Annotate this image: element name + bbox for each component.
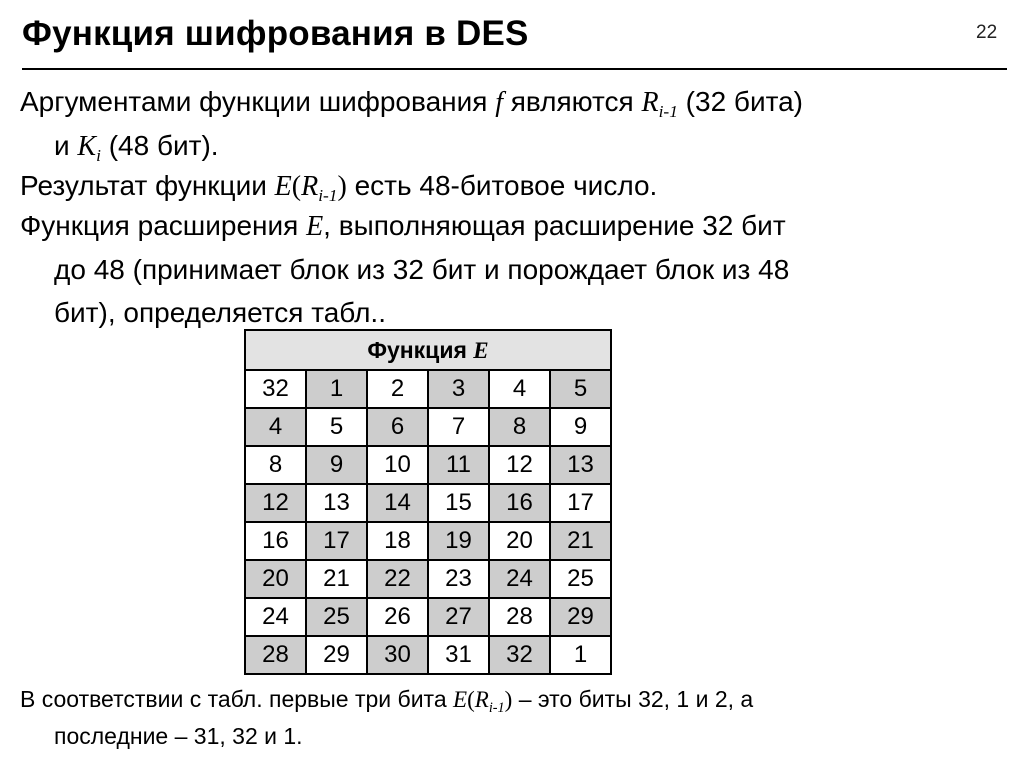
var-f: f — [495, 87, 503, 118]
var-k-subscript: i — [96, 146, 101, 166]
paren-open: ( — [467, 687, 475, 712]
para2-text-b: есть 48-битовое число. — [346, 170, 658, 201]
table-header-text: Функция — [367, 336, 474, 363]
expansion-table — [244, 329, 612, 675]
table-cell: 12 — [245, 484, 306, 522]
paragraph-expansion — [20, 204, 1010, 334]
table-cell: 29 — [306, 636, 367, 674]
table-cell: 28 — [245, 636, 306, 674]
table-row — [245, 598, 611, 636]
paragraph-note — [20, 681, 1010, 755]
para3-line3: бит), определяется табл.. — [54, 297, 386, 328]
table-cell: 24 — [489, 560, 550, 598]
slide-title: Функция шифрования в DES — [22, 14, 529, 53]
para1-text-e: (48 бит). — [100, 130, 219, 161]
table-cell: 6 — [367, 408, 428, 446]
paren-close: ) — [504, 687, 513, 712]
para1-text-d: и — [54, 130, 78, 161]
table-row — [245, 484, 611, 522]
paren-open: ( — [291, 171, 302, 202]
table-cell: 20 — [245, 560, 306, 598]
table-header — [245, 330, 611, 370]
para1-text-c: (32 бита) — [677, 86, 804, 117]
table-cell: 24 — [245, 598, 306, 636]
table-header-row — [245, 330, 611, 370]
table-cell: 9 — [306, 446, 367, 484]
slide-number: 22 — [976, 22, 998, 43]
table-cell: 18 — [367, 522, 428, 560]
table-cell: 31 — [428, 636, 489, 674]
table-cell: 16 — [245, 522, 306, 560]
table-cell: 25 — [306, 598, 367, 636]
table-cell: 28 — [489, 598, 550, 636]
table-row — [245, 560, 611, 598]
table-cell: 1 — [306, 370, 367, 408]
table-cell: 20 — [489, 522, 550, 560]
var-r: R — [641, 87, 659, 118]
var-r-subscript: i-1 — [318, 186, 338, 206]
para1-text-a: Аргументами функции шифрования — [20, 86, 496, 117]
table-row — [245, 636, 611, 674]
table-cell: 2 — [367, 370, 428, 408]
note-line2: последние – 31, 32 и 1. — [54, 723, 303, 749]
var-e: E — [306, 211, 324, 242]
table-cell: 26 — [367, 598, 428, 636]
title-divider — [22, 68, 1007, 70]
table-cell: 8 — [489, 408, 550, 446]
table-cell: 19 — [428, 522, 489, 560]
table-row — [245, 370, 611, 408]
paren-close: ) — [337, 171, 347, 202]
table-cell: 32 — [245, 370, 306, 408]
table-cell: 13 — [306, 484, 367, 522]
table-cell: 5 — [306, 408, 367, 446]
table-cell: 1 — [550, 636, 611, 674]
table-cell: 29 — [550, 598, 611, 636]
table-cell: 7 — [428, 408, 489, 446]
table-cell: 14 — [367, 484, 428, 522]
table-cell: 9 — [550, 408, 611, 446]
table-cell: 8 — [245, 446, 306, 484]
table-cell: 3 — [428, 370, 489, 408]
para1-text-b: являются — [502, 86, 642, 117]
table-row — [245, 446, 611, 484]
para2-text-a: Результат функции — [20, 170, 275, 201]
var-r-subscript: i-1 — [488, 699, 505, 716]
table-cell: 25 — [550, 560, 611, 598]
table-cell: 16 — [489, 484, 550, 522]
table-cell: 5 — [550, 370, 611, 408]
table-cell: 13 — [550, 446, 611, 484]
paragraph-arguments — [20, 80, 1010, 168]
var-e: E — [274, 171, 292, 202]
table-cell: 17 — [306, 522, 367, 560]
table-cell: 21 — [306, 560, 367, 598]
table-cell: 23 — [428, 560, 489, 598]
para3-text-a: Функция расширения — [20, 210, 307, 241]
para1-continuation — [20, 124, 1010, 168]
paragraph-result — [20, 164, 1010, 208]
table-cell: 21 — [550, 522, 611, 560]
table-row — [245, 522, 611, 560]
table-cell: 4 — [245, 408, 306, 446]
table-cell: 22 — [367, 560, 428, 598]
note-text-b: – это биты 32, 1 и 2, а — [512, 686, 754, 712]
table-cell: 4 — [489, 370, 550, 408]
var-r: R — [301, 171, 319, 202]
var-k: K — [77, 131, 97, 162]
table-body — [245, 370, 611, 674]
table-cell: 27 — [428, 598, 489, 636]
para3-line2: до 48 (принимает блок из 32 бит и порождает блок из 48 — [54, 254, 790, 285]
table-cell: 12 — [489, 446, 550, 484]
para3-text-b: , выполняющая расширение 32 бит — [323, 210, 786, 241]
table-cell: 30 — [367, 636, 428, 674]
var-r-subscript: i-1 — [658, 102, 678, 122]
table-cell: 10 — [367, 446, 428, 484]
table-header-var: E — [473, 337, 489, 363]
table-cell: 11 — [428, 446, 489, 484]
table-cell: 17 — [550, 484, 611, 522]
var-r: R — [474, 687, 489, 712]
table-cell: 15 — [428, 484, 489, 522]
table-row — [245, 408, 611, 446]
note-text-a: В соответствии с табл. первые три бита — [20, 686, 454, 712]
table-cell: 32 — [489, 636, 550, 674]
var-e: E — [453, 687, 468, 712]
